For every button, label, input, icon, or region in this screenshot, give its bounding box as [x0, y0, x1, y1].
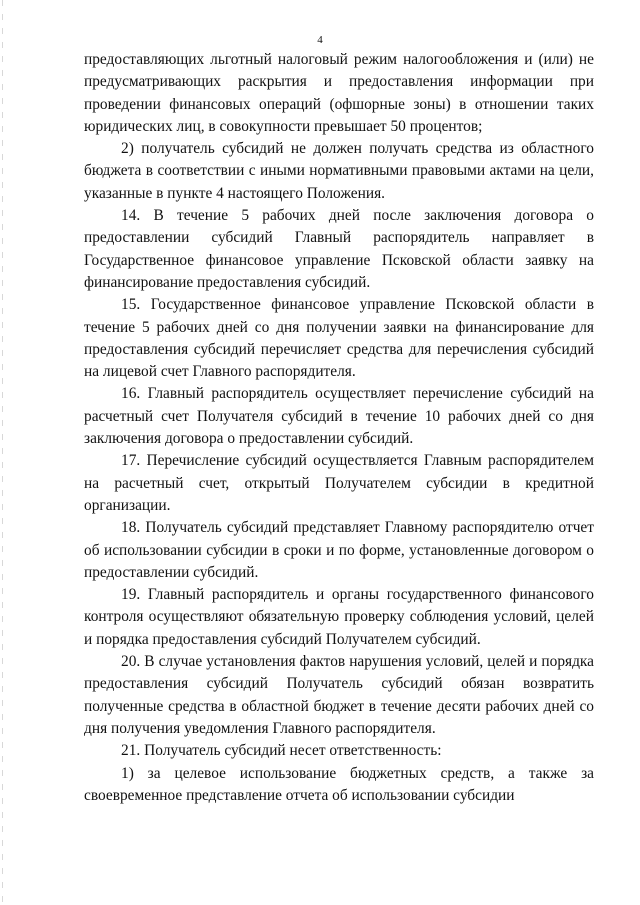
paragraph-subitem-2: 2) получатель субсидий не должен получать средства из областного бюджета в соответствии с иными нормативными правовыми актами на цели, указанные в пункте 4 настоящего Положения. [84, 140, 594, 202]
paragraph-18: 18. Получатель субсидий представляет Главному распорядителю отчет об использовании субсидии в сроки и по форме, установленные договором о предоставлении субсидий. [84, 519, 594, 581]
paragraph-21: 21. Получатель субсидий несет ответственность: [121, 742, 442, 760]
paragraph-20: 20. В случае установления фактов нарушения условий, целей и порядка предоставления субсидий Получатель субсидий обязан возвратить полученные средства в областной бюджет в течение десяти рабочих дней со дня получения уведомления Главного распорядителя. [84, 653, 594, 737]
paragraph-16: 16. Главный распорядитель осуществляет перечисление субсидий на расчетный счет Получателя субсидий в течение 10 рабочих дней со дня заключения договора о предоставлении субсидий. [84, 385, 594, 448]
paragraph-21-subitem-1: 1) за целевое использование бюджетных средств, а также за своевременное представление отчета об использовании субсидии [84, 764, 594, 804]
document-body [84, 49, 594, 807]
paragraph-19: 19. Главный распорядитель и органы государственного финансового контроля осуществляют обязательную проверку соблюдения условий, целей и порядка предоставления субсидий Получателем субсидий. [84, 586, 594, 648]
paragraph-14: 14. В течение 5 рабочих дней после заключения договора о предоставлении субсидий Главный распорядитель направляет в Государственное финансовое управление Псковской области заявку на финансирование предоставления субсидий. [84, 207, 594, 291]
paragraph-15: 15. Государственное финансовое управление Псковской области в течение 5 рабочих дней со дня получении заявки на финансирование для предоставления субсидий перечисляет средства для перечисления субсидий на лицевой счет Главного распорядителя. [84, 296, 594, 381]
paragraph-17: 17. Перечисление субсидий осуществляется Главным распорядителем на расчетный счет, открытый Получателем субсидии в кредитной организации. [84, 452, 594, 514]
page-number: 4 [317, 34, 323, 46]
scan-edge [2, 0, 3, 905]
paragraph-continuation: предоставляющих льготный налоговый режим налогообложения и (или) не предусматривающих раскрытия и предоставления информации при проведении финансовых операций (офшорные зоны) в отношении таких юридических лиц, в совокупности превышает 50 процентов; [84, 51, 594, 135]
